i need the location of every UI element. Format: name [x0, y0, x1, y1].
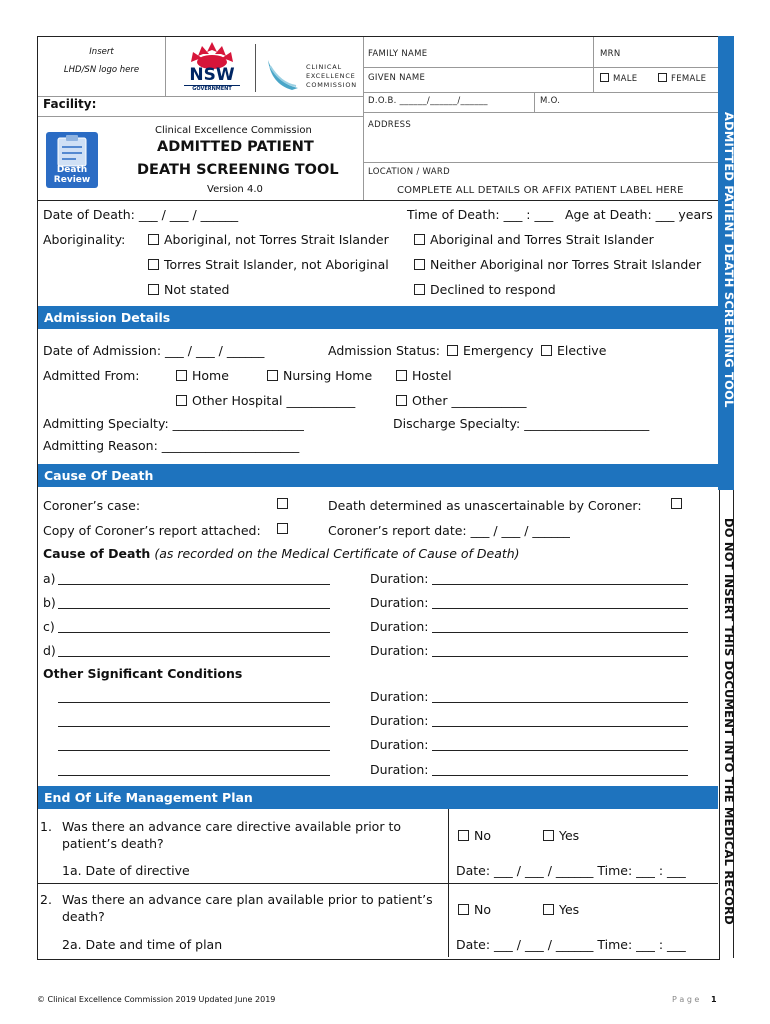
- checkbox[interactable]: [148, 259, 159, 270]
- aboriginality-option-4[interactable]: [414, 257, 701, 272]
- title-line1: ADMITTED PATIENT: [157, 139, 314, 155]
- footer-page-number: 1: [711, 995, 717, 1004]
- other-condition-entry-line[interactable]: [58, 702, 330, 703]
- admitting-reason[interactable]: Admitting Reason: ______________________: [43, 438, 300, 453]
- cec-logo-mark: [262, 56, 302, 92]
- title-line2: DEATH SCREENING TOOL: [137, 162, 339, 178]
- nursing-home-option[interactable]: [267, 368, 372, 383]
- org-name: Clinical Excellence Commission: [155, 125, 312, 136]
- duration-label: Duration:: [370, 762, 429, 777]
- checkbox[interactable]: [458, 830, 469, 841]
- checkbox[interactable]: [148, 284, 159, 295]
- male-option[interactable]: [600, 73, 637, 84]
- option-label: Other Hospital ___________: [192, 393, 356, 408]
- q1-line2: patient’s death?: [62, 836, 164, 851]
- female-label: FEMALE: [671, 74, 707, 84]
- duration-entry-line[interactable]: [432, 702, 688, 703]
- checkbox[interactable]: [396, 370, 407, 381]
- admitting-specialty[interactable]: Admitting Specialty: _____________________: [43, 416, 304, 431]
- aboriginality-option-1[interactable]: [148, 232, 389, 247]
- q2-line2: death?: [62, 909, 105, 924]
- option-label: Not stated: [164, 282, 230, 297]
- label-line: [363, 67, 718, 68]
- option-label: Yes: [559, 902, 580, 917]
- side-warning: DO NOT INSERT THIS DOCUMENT INTO THE MEDICAL RECORD: [722, 518, 736, 925]
- cause-heading-italic: (as recorded on the Medical Certificate of Cause of Death): [154, 546, 520, 561]
- cec-logo-line1: CLINICAL: [306, 63, 342, 71]
- nsw-text: NSW: [189, 65, 235, 85]
- badge-line2: Review: [53, 175, 91, 185]
- option-label: No: [474, 828, 491, 843]
- q1-yes-option[interactable]: [543, 828, 579, 843]
- q2a-date-time[interactable]: Date: ___ / ___ / ______ Time: ___ : ___: [456, 937, 686, 952]
- option-label: Torres Strait Islander, not Aboriginal: [164, 257, 389, 272]
- option-label: Elective: [557, 343, 607, 358]
- date-of-admission[interactable]: Date of Admission: ___ / ___ / ______: [43, 343, 265, 358]
- duration-label: Duration:: [370, 737, 429, 752]
- duration-entry-line[interactable]: [432, 750, 688, 751]
- unascertainable-label: Death determined as unascertainable by Coroner:: [328, 498, 642, 513]
- duration-entry-line[interactable]: [432, 726, 688, 727]
- copy-attached-label: Copy of Coroner’s report attached:: [43, 523, 261, 538]
- label-line: [534, 92, 535, 112]
- duration-entry-line[interactable]: [432, 608, 688, 609]
- footer-copyright: © Clinical Excellence Commission 2019 Updated June 2019: [37, 995, 276, 1004]
- duration-label: Duration:: [370, 571, 429, 586]
- aboriginality-label: Aboriginality:: [43, 232, 126, 247]
- clipboard-icon: [46, 132, 98, 168]
- mrn-label: MRN: [600, 49, 621, 59]
- cause-entry-line[interactable]: [58, 656, 330, 657]
- other-conditions-heading: Other Significant Conditions: [43, 666, 243, 681]
- label-instruction: COMPLETE ALL DETAILS OR AFFIX PATIENT LABEL HERE: [397, 185, 684, 196]
- aboriginality-option-6[interactable]: [414, 282, 556, 297]
- checkbox[interactable]: [148, 234, 159, 245]
- cause-item-label: b): [43, 595, 56, 610]
- nsw-sub: GOVERNMENT: [184, 85, 240, 92]
- age-at-death[interactable]: Age at Death: ___ years: [565, 207, 713, 222]
- eol-section-header: End Of Life Management Plan: [38, 786, 718, 809]
- checkbox[interactable]: [458, 904, 469, 915]
- q2a-label: 2a. Date and time of plan: [62, 937, 223, 952]
- emergency-option[interactable]: [447, 343, 534, 358]
- logo-divider: [255, 44, 256, 92]
- option-label: No: [474, 902, 491, 917]
- admission-status-label: Admission Status:: [328, 343, 440, 358]
- option-label: Home: [192, 368, 229, 383]
- option-label: Nursing Home: [283, 368, 373, 383]
- checkbox[interactable]: [176, 370, 187, 381]
- aboriginality-option-3[interactable]: [148, 257, 389, 272]
- dob-label: D.O.B. ______/______/______: [368, 96, 488, 106]
- q2-no-option[interactable]: [458, 902, 491, 917]
- facility-divider: [38, 116, 363, 117]
- duration-label: Duration:: [370, 643, 429, 658]
- admitted-from-label: Admitted From:: [43, 368, 140, 383]
- cause-heading-bold: Cause of Death: [43, 546, 151, 561]
- cec-logo-line3: COMMISSION: [306, 81, 357, 89]
- male-checkbox[interactable]: [600, 73, 609, 82]
- duration-entry-line[interactable]: [432, 775, 688, 776]
- cause-item-label: a): [43, 571, 56, 586]
- duration-label: Duration:: [370, 619, 429, 634]
- time-of-death[interactable]: Time of Death: ___ : ___: [407, 207, 554, 222]
- checkbox[interactable]: [414, 284, 425, 295]
- home-option[interactable]: [176, 368, 229, 383]
- footer-page-label: P a g e: [672, 995, 700, 1004]
- option-label: Yes: [559, 828, 580, 843]
- checkbox[interactable]: [176, 395, 187, 406]
- aboriginality-option-5[interactable]: [148, 282, 229, 297]
- label-line: [593, 37, 594, 92]
- checkbox[interactable]: [543, 830, 554, 841]
- eol-row-divider: [38, 883, 718, 884]
- q2-line1: Was there an advance care plan available prior to patient’s: [62, 892, 433, 907]
- report-date[interactable]: Coroner’s report date: ___ / ___ / ______: [328, 523, 570, 538]
- other-condition-entry-line[interactable]: [58, 775, 330, 776]
- aboriginality-option-2[interactable]: [414, 232, 654, 247]
- other-option[interactable]: [396, 393, 526, 408]
- option-label: Neither Aboriginal nor Torres Strait Islander: [430, 257, 702, 272]
- copy-attached-checkbox[interactable]: [277, 523, 288, 534]
- coroners-case-label: Coroner’s case:: [43, 498, 141, 513]
- q1a-date-time[interactable]: Date: ___ / ___ / ______ Time: ___ : ___: [456, 863, 686, 878]
- q1a-label: 1a. Date of directive: [62, 863, 190, 878]
- mo-label: M.O.: [540, 96, 561, 106]
- cause-section-header: Cause Of Death: [38, 464, 718, 487]
- male-label: MALE: [613, 74, 638, 84]
- logo-placeholder-line1: Insert: [89, 47, 114, 57]
- discharge-specialty[interactable]: Discharge Specialty: ____________________: [393, 416, 650, 431]
- side-title: ADMITTED PATIENT DEATH SCREENING TOOL: [722, 112, 736, 408]
- other-condition-entry-line[interactable]: [58, 750, 330, 751]
- version: Version 4.0: [207, 184, 263, 195]
- coroners-case-checkbox[interactable]: [277, 498, 288, 509]
- duration-label: Duration:: [370, 713, 429, 728]
- other-hospital-option[interactable]: [176, 393, 355, 408]
- elective-option[interactable]: [541, 343, 606, 358]
- q1-line1: Was there an advance care directive available prior to: [62, 819, 401, 834]
- badge-line1: Death: [56, 165, 88, 175]
- lhd-logo-placeholder: [38, 37, 166, 96]
- q1-number: 1.: [40, 819, 52, 834]
- duration-entry-line[interactable]: [432, 632, 688, 633]
- header-bottom-rule: [38, 200, 718, 201]
- cause-item-label: d): [43, 643, 56, 658]
- checkbox[interactable]: [267, 370, 278, 381]
- checkbox[interactable]: [447, 345, 458, 356]
- option-label: Hostel: [412, 368, 452, 383]
- cec-logo-line2: EXCELLENCE: [306, 72, 356, 80]
- hostel-option[interactable]: [396, 368, 452, 383]
- facility-label: Facility:: [43, 97, 97, 111]
- cause-entry-line[interactable]: [58, 584, 330, 585]
- location-label: LOCATION / WARD: [368, 167, 450, 177]
- other-condition-entry-line[interactable]: [58, 726, 330, 727]
- option-label: Declined to respond: [430, 282, 556, 297]
- cause-entry-line[interactable]: [58, 608, 330, 609]
- unascertainable-checkbox[interactable]: [671, 498, 682, 509]
- checkbox[interactable]: [541, 345, 552, 356]
- cec-swoosh-icon: [262, 56, 302, 92]
- option-label: Aboriginal, not Torres Strait Islander: [164, 232, 389, 247]
- given-name-label: GIVEN NAME: [368, 73, 426, 83]
- duration-entry-line[interactable]: [432, 584, 688, 585]
- checkbox[interactable]: [543, 904, 554, 915]
- logo-placeholder-line2: LHD/SN logo here: [63, 65, 140, 75]
- label-line: [363, 92, 718, 93]
- duration-entry-line[interactable]: [432, 656, 688, 657]
- family-name-label: FAMILY NAME: [368, 49, 428, 59]
- checkbox[interactable]: [414, 234, 425, 245]
- label-line: [363, 112, 718, 113]
- option-label: Emergency: [463, 343, 534, 358]
- checkbox[interactable]: [396, 395, 407, 406]
- address-label: ADDRESS: [368, 120, 412, 130]
- checkbox[interactable]: [414, 259, 425, 270]
- cause-entry-line[interactable]: [58, 632, 330, 633]
- female-option[interactable]: [658, 73, 706, 84]
- q2-number: 2.: [40, 892, 52, 907]
- cause-heading: [43, 546, 520, 561]
- label-line: [363, 162, 718, 163]
- option-label: Aboriginal and Torres Strait Islander: [430, 232, 654, 247]
- label-divider-vertical: [363, 37, 364, 200]
- q2-yes-option[interactable]: [543, 902, 579, 917]
- admission-section-header: Admission Details: [38, 306, 718, 329]
- death-review-badge: [46, 132, 98, 188]
- duration-label: Duration:: [370, 595, 429, 610]
- female-checkbox[interactable]: [658, 73, 667, 82]
- q1-no-option[interactable]: [458, 828, 491, 843]
- option-label: Other ____________: [412, 393, 527, 408]
- nsw-logo: [184, 40, 240, 94]
- duration-label: Duration:: [370, 689, 429, 704]
- cause-item-label: c): [43, 619, 55, 634]
- date-of-death[interactable]: Date of Death: ___ / ___ / ______: [43, 207, 239, 222]
